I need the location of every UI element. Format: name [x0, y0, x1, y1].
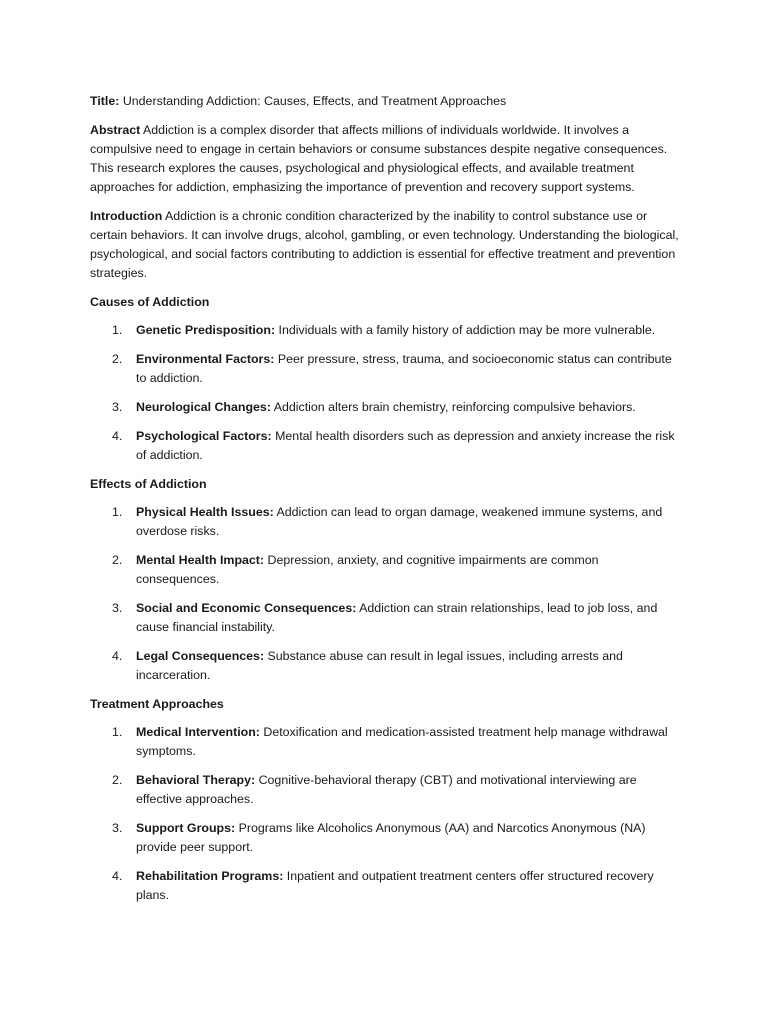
list-item-number: 4.: [112, 869, 123, 883]
list-item-text: Mental health disorders such as depression and anxiety increase the risk of addiction.: [136, 429, 675, 462]
list-item-term: Behavioral Therapy:: [136, 773, 256, 787]
list-item-number: 4.: [112, 429, 123, 443]
list-item-term: Medical Intervention:: [136, 725, 260, 739]
list-item-text: Detoxification and medication-assisted treatment help manage withdrawal symptoms.: [136, 725, 668, 758]
list-item: [90, 723, 680, 761]
list-item: [90, 867, 680, 905]
list-item-term: Support Groups:: [136, 821, 236, 835]
introduction-label: Introduction: [90, 209, 163, 223]
list-item-number: 1.: [112, 725, 123, 739]
list-item-number: 1.: [112, 323, 123, 337]
list-item-term: Rehabilitation Programs:: [136, 869, 284, 883]
list-item-number: 3.: [112, 601, 123, 615]
list-item-text: Addiction can lead to organ damage, weakened immune systems, and overdose risks.: [136, 505, 663, 538]
list-item-term: Physical Health Issues:: [136, 505, 274, 519]
list-item-number: 2.: [112, 553, 123, 567]
list-item-text: Addiction can strain relationships, lead to job loss, and cause financial instability.: [136, 601, 658, 634]
list-item: [90, 398, 680, 417]
list-item: [90, 503, 680, 541]
effects-heading: Effects of Addiction: [90, 477, 207, 491]
title-label: Title:: [90, 94, 120, 108]
list-item-term: Legal Consequences:: [136, 649, 265, 663]
treatment-heading: Treatment Approaches: [90, 697, 224, 711]
introduction-paragraph: [90, 207, 680, 283]
list-item: [90, 599, 680, 637]
list-item-term: Psychological Factors:: [136, 429, 272, 443]
list-item: [90, 647, 680, 685]
causes-list: [90, 321, 680, 465]
list-item-number: 3.: [112, 400, 123, 414]
list-item-term: Environmental Factors:: [136, 352, 275, 366]
list-item: [90, 819, 680, 857]
list-item-number: 2.: [112, 352, 123, 366]
list-item-text: Depression, anxiety, and cognitive impairments are common consequences.: [136, 553, 599, 586]
list-item-term: Mental Health Impact:: [136, 553, 265, 567]
list-item-number: 3.: [112, 821, 123, 835]
list-item-text: Individuals with a family history of addiction may be more vulnerable.: [275, 323, 656, 337]
list-item-term: Neurological Changes:: [136, 400, 271, 414]
list-item-number: 4.: [112, 649, 123, 663]
list-item-number: 1.: [112, 505, 123, 519]
list-item-text: Programs like Alcoholics Anonymous (AA) and Narcotics Anonymous (NA) provide peer support.: [136, 821, 646, 854]
list-item: [90, 551, 680, 589]
abstract-label: Abstract: [90, 123, 141, 137]
list-item: [90, 350, 680, 388]
causes-heading: Causes of Addiction: [90, 295, 210, 309]
treatment-list: [90, 723, 680, 905]
list-item-text: Inpatient and outpatient treatment centers offer structured recovery plans.: [136, 869, 654, 902]
document-page: [90, 92, 680, 915]
title-text: Understanding Addiction: Causes, Effects, and Treatment Approaches: [119, 94, 507, 108]
list-item-text: Addiction alters brain chemistry, reinforcing compulsive behaviors.: [270, 400, 636, 414]
abstract-paragraph: [90, 121, 680, 197]
list-item-text: Cognitive-behavioral therapy (CBT) and motivational interviewing are effective approaches.: [136, 773, 637, 806]
introduction-text: Addiction is a chronic condition characterized by the inability to control substance use or certain behaviors. It can involve drugs, alcohol, gambling, or even technology. Understanding the biological, psychological, and social factors contributing to addiction is essential for effective treatment and prevention strategies.: [90, 209, 679, 280]
title-line: [90, 92, 680, 111]
list-item: [90, 427, 680, 465]
effects-list: [90, 503, 680, 685]
list-item-term: Genetic Predisposition:: [136, 323, 276, 337]
list-item-text: Substance abuse can result in legal issues, including arrests and incarceration.: [136, 649, 623, 682]
abstract-text: Addiction is a complex disorder that affects millions of individuals worldwide. It involves a compulsive need to engage in certain behaviors or consume substances despite negative consequences. This research explores the causes, psychological and physiological effects, and available treatment approaches for addiction, emphasizing the importance of prevention and recovery support systems.: [90, 123, 668, 194]
list-item-term: Social and Economic Consequences:: [136, 601, 357, 615]
list-item: [90, 321, 680, 340]
list-item-text: Peer pressure, stress, trauma, and socioeconomic status can contribute to addiction.: [136, 352, 672, 385]
list-item-number: 2.: [112, 773, 123, 787]
list-item: [90, 771, 680, 809]
